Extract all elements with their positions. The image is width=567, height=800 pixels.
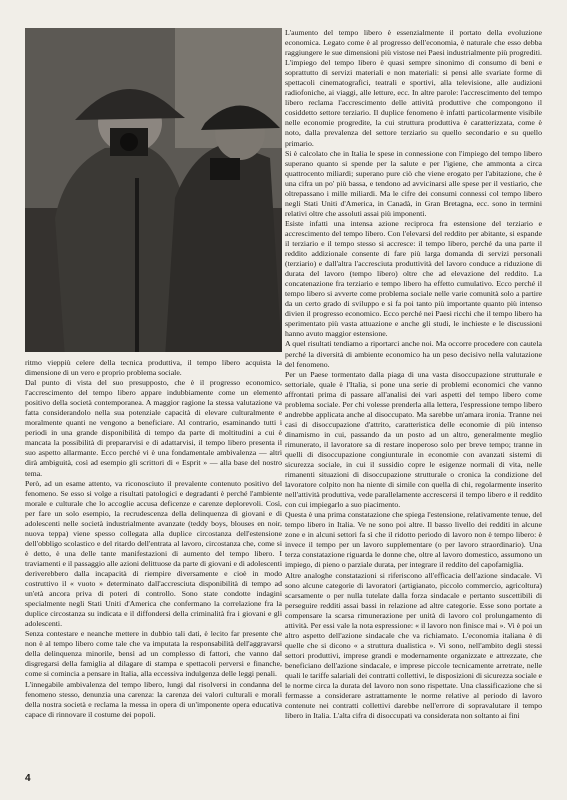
left-paragraph-2: Dal punto di vista del suo presupposto, che è il progresso economico, l'accrescimento del tempo libero appare indubbiamente come un elemento positivo della società contemporanea. A maggior ragione la stessa valutazione va fatta considerandolo nella sua potenziale capacità di elevare culturalmente e moralmente quanti ne vengono a beneficiare. Al contrario, esaminando tutti i periodi in una grande disponibilità di tempo da parte di moltitudini a cui è mancata la possibilità di prepararvisi e di adattarvisi, il tempo libero presenta il suo aspetto allarmante. Ecco perché vi è una fondamentale ambivalenza — altri dirà ambiguità, così ad esempio gli scrittori di « Esprit » — alla base del nostro tema. [25, 378, 282, 478]
left-paragraph-1: ritmo vieppiù celere della tecnica produttiva, il tempo libero acquista la dimensione di un vero e proprio problema sociale. [25, 358, 282, 378]
right-paragraph-1: L'aumento del tempo libero è essenzialmente il portato della evoluzione economica. Legato come è al progresso dell'economia, è naturale che esso debba raggiungere le sue dimensioni più vistose nei Paesi industrialmente più progrediti. L'impiego del tempo libero è quasi sempre sinonimo di consumo di beni e soprattutto di servizi materiali e non materiali: si pensi alle svariate forme di spettacoli cinematografici, teatrali e sportivi, alla televisione, alle audizioni radiofoniche, ai viaggi, alle letture, ecc. In altre parole: l'accrescimento del tempo libero reclama l'accrescimento delle attività produttive che compongono il cosiddetto settore terziario. Il duplice fenomeno è infatti particolarmente visibile nelle economie progredite, la cui struttura produttiva è caratterizzata, come è noto, dalla prevalenza del settore terziario su quello secondario e su quello primario. [285, 28, 542, 148]
right-paragraph-3: Esiste infatti una intensa azione reciproca fra estensione del terziario e accrescimento del tempo libero. Con l'elevarsi del reddito per abitante, si espande il terziario e il tempo stesso si accresce: il tempo libero, perché da una parte il reddito addizionale consente di fare più larga domanda di servizi personali (terziario) e dall'altra l'accresciuta produttività del lavoro conduce a riduzione di durata del lavoro (tempo libero) oltre che ad elevazione del reddito. La concatenazione fra terziario e tempo libero ha effetto cumulativo. Ecco perché il tempo libero si avverte come problema sociale nelle varie comunità solo a partire da un certo grado di sviluppo e si fa poi tanto più importante quanto più intenso divien il progresso economico. Ecco perché nei Paesi ricchi che il tempo libero ha sperimentato più vasta attuazione e anche gli studi, le inchieste e le discussioni hanno avuto maggior estensione. [285, 218, 542, 339]
page-number: 4 [25, 773, 31, 784]
right-paragraph-4: A quel risultati tendiamo a riportarci anche noi. Ma occorre procedere con cautela perché la diversità di ambiente economico ha un peso decisivo nella valutazione del fenomeno. [285, 339, 542, 369]
left-paragraph-3: Però, ad un esame attento, va riconosciuto il prevalente contenuto positivo del fenomeno. Se esso si volge a risultati patologici e degradanti è perché l'ambiente morale e culturale che lo accoglie accusa deficenze e carenze deplorevoli. Così, per fare un solo esempio, la recrudescenza della delinquenza di giovani e di adolescenti nelle società industrialmente avanzate (teddy boys, blouses en noir, nuova teppa) viene spesso collegata alla duplice circostanza dell'estensione dell'obbligo scolastico e del ritardo dell'entrata al lavoro, circostanza che, come si è detto, è una delle tante manifestazioni di aumento del tempo libero. I traviamenti e il passaggio alle azioni delittuose da parte di giovani e di adolescenti deriverebbero dalla incapacità di riempire diversamente e cioè in modo costruttivo il « vuoto » determinato dall'accresciuta disponibilità di tempo ad un'età ancora priva di poteri di controllo. Sono state condotte indagini specialmente negli Stati Uniti d'America che confermano la correlazione fra la duplice circostanza su indicata e il diffondersi della criminalità fra i giovani e gli adolescenti. [25, 478, 282, 629]
left-paragraph-4: Senza contestare e neanche mettere in dubbio tali dati, è lecito far presente che non è al tempo libero come tale che va imputata la responsabilità dell'aggravarsi della delinquenza minorile, bensì ad un complesso di fattori, che vanno dal disgregarsi della famiglia al dilagare di stampa e spettacoli perversi e finanche, come si comincia a pensare in Italia, alla eccessiva indulgenza delle leggi penali. [25, 629, 282, 679]
right-paragraph-2: Si è calcolato che in Italia le spese in connessione con l'impiego del tempo libero superano quanto si spende per la salute e per l'igiene, che ammonta a circa quattrocento miliardi; superano pure ciò che viene erogato per l'abitazione, che è una cifra un po' più bassa, e tendono ad avvicinarsi alle spese per il vestiario, che oltrepassano i mille miliardi. Ma le cifre dei consumi connessi col tempo libero negli Stati Uniti d'America, in Canadà, in Gran Bretagna, ecc. sono in termini relativi oltre che assoluti assai più imponenti. [285, 148, 542, 218]
left-paragraph-5: L'innegabile ambivalenza del tempo libero, lungi dal risolversi in condanna del fenomeno stesso, denunzia una carenza: la carenza dei valori culturali e morali della nostra società e reclama la messa in opera di un'imponente opera educativa capace di rinnovare il costume dei popoli. [25, 679, 282, 719]
right-text-column [285, 28, 542, 782]
right-paragraph-6: Questa è una prima constatazione che spiega l'estensione, relativamente tenue, del tempo libero in Italia. Ve ne sono poi altre. Il basso livello dei redditi in alcune zone e in alcuni settori fa sì che il ridotto periodo di lavoro non è tempo libero: è invece il tempo per un lavoro supplementare (o per lavoro straordinario). Una terza constatazione riguarda le donne che, oltre al lavoro domestico, assumono un impiego, di pieno o parziale durata, per integrare il reddito del capofamiglia. [285, 510, 542, 570]
left-text-column [25, 358, 282, 778]
photographers-photo [25, 28, 282, 352]
right-paragraph-5: Per un Paese tormentato dalla piaga di una vasta disoccupazione strutturale e settoriale, quale è l'Italia, si pone una serie di problemi economici che vanno affrontati prima di passare all'analisi dei vari aspetti del tempo libero come problema sociale. Per chi volesse prenderla alla lettera, l'espressione tempo libero andrebbe applicata anche al disoccupato. Ma sarebbe un'amara ironia. Tranne nei casi di disoccupazione d'attrito, caratteristica delle economie di più intenso dinamismo in cui, passando da un posto ad un altro, generalmente meglio rimunerato, il lavoratore sa di restare inoperoso solo per breve tempo; tranne in quelli di disoccupazione congiunturale in economie con avanzati sistemi di sicurezza sociale, in cui il sussidio copre le esigenze normali di vita, nelle rimanenti situazioni di disoccupazione strutturale o cronica la condizione del lavoratore colpito non ha niente di simile con quella di chi, regolarmente inserito nell'attività produttiva, vede parallelamente accrescersi il tempo libero e il reddito con cui impiegarlo a suo piacimento. [285, 369, 542, 510]
right-paragraph-7: Altre analoghe constatazioni si riferiscono all'efficacia dell'azione sindacale. Vi sono alcune categorie di lavoratori (artigianato, piccolo commercio, agricoltura) scarsamente o per nulla tutelate dalla forza sindacale e pertanto suscettibili di perseguire redditi assai bassi in relazione ad altre categorie. Esse sono portate a compensare la scarsa rimunerazione per unità di lavoro col prolungamento di attività. Per essi vale la nota espressione: « il lavoro non finisce mai ». Vi è poi un altro aspetto dell'azione sindacale che va richiamato. L'economia italiana è di quelle che si dicono « a struttura dualistica ». Vi sono, nell'ambito degli stessi settori produttivi, imprese grandi e modernamente organizzate e attrezzate, che beneficiano dell'azione sindacale, e imprese piccole tecnicamente arretrate, nelle quali le tariffe salariali dei contratti collettivi, le disposizioni di sicurezza sociale e le norme circa la durata del lavoro non sono rispettate. Una classificazione che si fermasse a considerare astrattamente le norme relative al periodo di lavoro contenute nei contratti collettivi darebbe nell'errore di sopravalutare il tempo libero in Italia. L'alta cifra di disoccupati va considerata non soltanto ai fini [285, 570, 542, 721]
camera-photographers-illustration [25, 28, 282, 352]
